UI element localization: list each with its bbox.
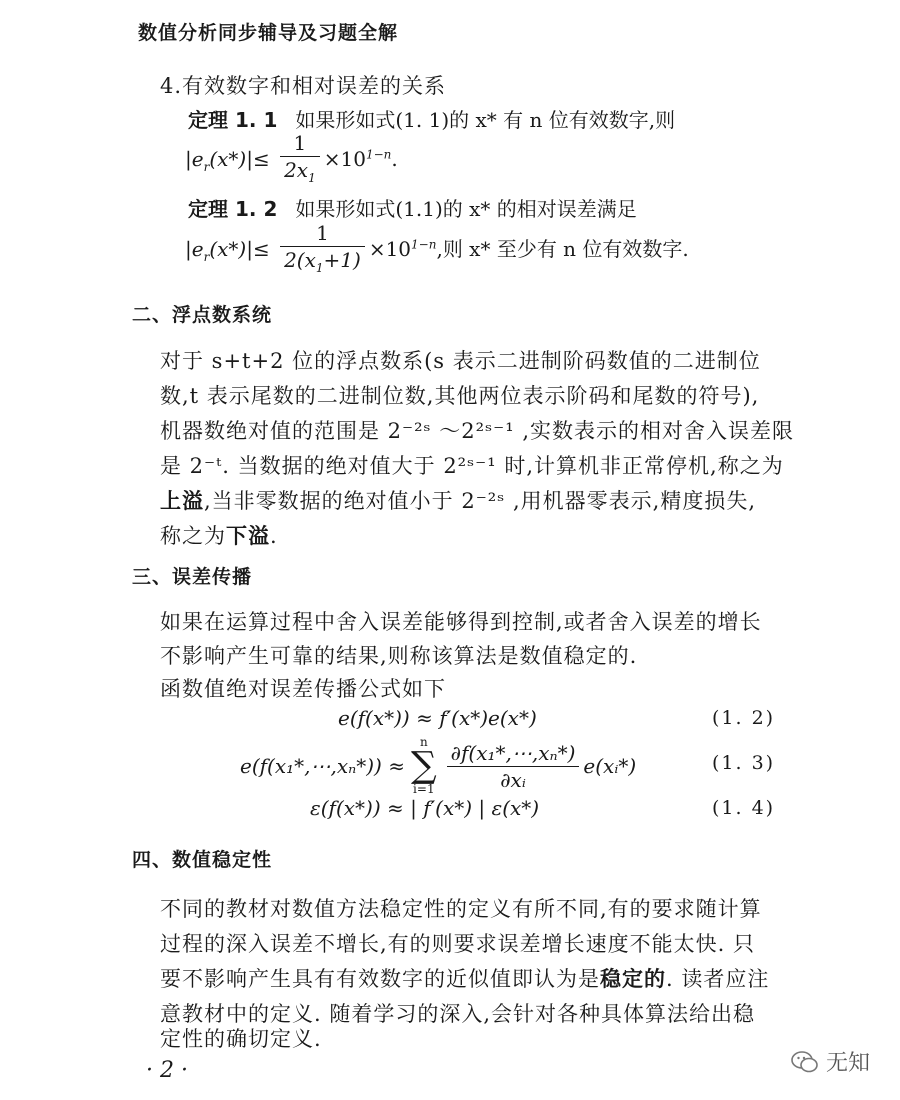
theorem-1-1 [188,104,675,133]
equation-1-2: e(f(x*)) ≈ f′(x*)e(x*) [338,706,537,730]
formula-times: ×10 [368,237,412,261]
paragraph-line: 上溢,当非零数据的绝对值小于 2⁻²ˢ ,用机器零表示,精度损失, [160,489,756,513]
paragraph-line: 如果在运算过程中舍入误差能够得到控制,或者舍入误差的增长 [160,610,762,634]
watermark [790,1046,870,1077]
term-stable: 稳定的 [600,967,666,991]
section-heading-numerical-stability: 四、数值稳定性 [132,849,273,871]
formula-end: . [391,147,398,171]
paragraph-line: 不同的教材对数值方法稳定性的定义有所不同,有的要求随计算 [160,897,762,921]
equation-number: (1. 2) [712,707,776,729]
theorem-1-2-formula [185,222,689,279]
formula-fraction [280,132,320,189]
equation-1-4: ε(f(x*)) ≈ | f′(x*) | ε(x*) [310,796,540,820]
fraction-denominator: $2(x_1+1)$ [284,248,361,275]
section-heading-error-propagation: 三、误差传播 [132,566,253,588]
formula-exponent: 1−n [365,147,392,162]
equation-number: (1. 4) [712,797,776,819]
paragraph-line: 函数值绝对误差传播公式如下 [160,677,446,701]
formula-tail: ,则 x* 至少有 n 位有效数字. [436,237,689,261]
wechat-icon [790,1050,820,1074]
theorem-text: 如果形如式(1. 1)的 x* 有 n 位有效数字,则 [295,108,676,132]
theorem-label: 定理 1. 2 [188,197,278,221]
fraction-numerator: 1 [280,222,365,247]
paragraph-line: 要不影响产生具有有效数字的近似值即认为是稳定的. 读者应注 [160,967,770,991]
paragraph-line: 称之为下溢. [160,524,278,548]
watermark-text: 无知 [826,1051,871,1076]
section-heading-floating-point: 二、浮点数系统 [132,304,273,326]
paragraph-line: 对于 s+t+2 位的浮点数系(s 表示二进制阶码数值的二进制位 [160,349,761,373]
theorem-1-1-formula [185,132,398,189]
formula-lhs-rest: (x*)|≤ [209,237,270,261]
paragraph-line: 是 2⁻ᵗ. 当数据的绝对值大于 2²ˢ⁻¹ 时,计算机非正常停机,称之为 [160,454,784,478]
partial-derivative-fraction: $\frac{\text{∂f(x₁*,⋯,xₙ*)}}{\text{∂xᵢ}}$ [447,742,580,791]
term-overflow: 上溢 [160,489,204,513]
summation-sign: n ∑ i=1 [410,735,437,796]
equation-number: (1. 3) [712,752,776,774]
formula-lhs: |e [185,237,204,261]
paragraph-line: 过程的深入误差不增长,有的则要求误差增长速度不能太快. 只 [160,932,756,956]
formula-fraction [280,222,365,279]
formula-lhs-sub: r [203,160,210,174]
theorem-text: 如果形如式(1.1)的 x* 的相对误差满足 [295,197,637,221]
running-head: 数值分析同步辅导及习题全解 [138,22,399,44]
eq-rhs: e(xᵢ*) [583,754,637,778]
paragraph-line: 意教材中的定义. 随着学习的深入,会针对各种具体算法给出稳 [160,1002,756,1026]
theorem-label: 定理 1. 1 [188,108,278,132]
paragraph-line: 数,t 表示尾数的二进制位数,其他两位表示阶码和尾数的符号), [160,384,760,408]
formula-lhs-sub: r [203,250,210,264]
equation-1-3 [240,736,636,796]
formula-lhs: |e [185,147,204,171]
paragraph-line: 机器数绝对值的范围是 2⁻²ˢ ～2²ˢ⁻¹ ,实数表示的相对舍入误差限 [160,419,794,443]
fraction-numerator: 1 [280,132,320,157]
fraction-denominator: $2x_1$ [284,158,316,185]
formula-lhs-rest: (x*)|≤ [209,147,270,171]
paragraph-line: 不影响产生可靠的结果,则称该算法是数值稳定的. [160,644,638,668]
term-underflow: 下溢 [226,524,270,548]
paragraph-line: 定性的确切定义. [160,1027,322,1051]
page-number: · 2 · [146,1058,188,1083]
eq-lhs: e(f(x₁*,⋯,xₙ*)) ≈ [240,754,405,778]
formula-times: ×10 [323,147,366,171]
formula-exponent: 1−n [411,237,437,252]
subsection-title: 4.有效数字和相对误差的关系 [160,74,447,98]
theorem-1-2 [188,193,637,222]
